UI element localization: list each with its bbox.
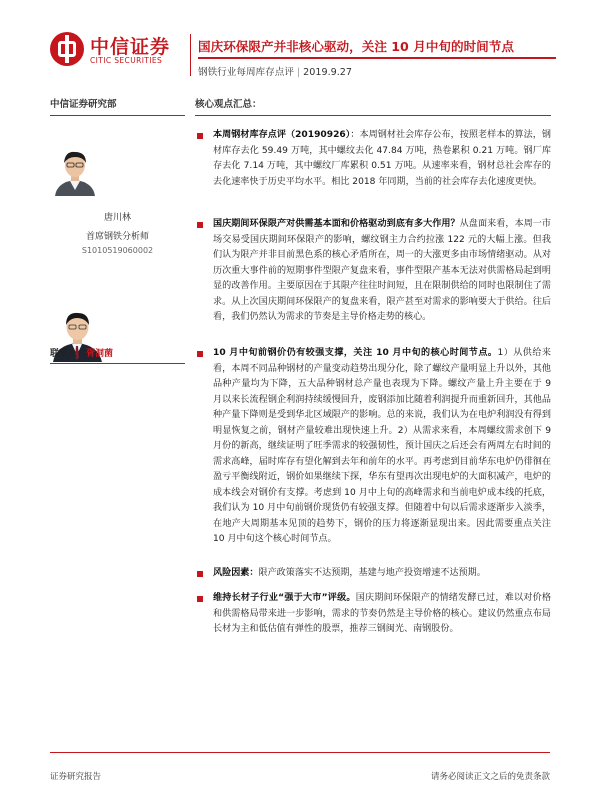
research-dept-heading: 中信证券研究部	[50, 96, 185, 116]
core-views-heading: 核心观点汇总：	[195, 96, 551, 116]
bullet-weekly-inventory	[195, 128, 551, 190]
analyst-name: 唐川林	[103, 213, 131, 223]
company-name-cn: 中信证券	[90, 36, 171, 58]
bullet-text	[213, 128, 551, 190]
bullet-text	[213, 591, 551, 638]
bullet-text	[213, 346, 551, 548]
bullet-mid-october	[195, 346, 551, 548]
header-divider	[190, 34, 191, 76]
title-underline	[198, 57, 556, 59]
analyst-title: 首席钢铁分析师	[85, 232, 149, 242]
bullet-text	[213, 566, 551, 582]
contact-name: 胥洞菌	[86, 349, 114, 359]
bullet-rating	[195, 591, 551, 638]
citic-logo-icon	[50, 32, 84, 66]
bullet-marker-icon	[197, 571, 203, 577]
report-date: 2019.9.27	[303, 67, 352, 78]
bullet-body: 国庆期间环保限产的情绪发酵已过，难以对价格和供需格局带来进一步影响，需求的节奏仍然是主导价格的核心。建议仍然重点布局长材为主和低估值有弹性的股票，推荐三钢闽光、南钢股份。	[213, 593, 551, 634]
report-header	[0, 0, 600, 88]
footer-report-type: 证券研究报告	[50, 772, 102, 782]
company-name-en: CITIC SECURITIES	[90, 56, 163, 65]
bullet-marker-icon	[197, 222, 203, 228]
analyst-cert-number: S1010519060002	[81, 246, 154, 255]
bullet-risk-factors	[195, 566, 551, 582]
left-column	[50, 96, 185, 366]
bullet-bold: 维持长材子行业“强于大市”评级。	[213, 593, 356, 603]
bullet-body: ：本周钢材社会库存公布，按照老样本的算法，钢材库存去化 59.49 万吨，其中螺纹去化 47.84 万吨，热卷累积 0.21 万吨。钢厂库存去化 7.14 万吨，其中螺纹厂库累积 0.51 万吨。从速率来看，钢材总社会库存的去化速率快于历史平均水平。相比 2018 年同期，当前的社会库存去化速度更快。	[213, 130, 551, 187]
bullet-bold: 风险因素：	[213, 568, 259, 578]
bullet-body: 限产政策落实不达预期，基建与地产投资增速不达预期。	[258, 568, 486, 578]
bullet-body: 1）从供给来看，本周不同品种钢材的产量变动趋势出现分化，除了螺纹产量明显上升以外，其他品种产量均为下降，五大品种钢材总产量也表现为下降。螺纹产量上升主要在于 9 月以来长流程钢企利润持续缓慢回升，废钢添加比随着利润提升而重新回升，其他品种产量下降则是受到华北区域限产的影响。总的来说，我们认为在电炉利润没有得到明显恢复之前，钢材产量较难出现快速上升。2）从需求来看，本周螺纹需求创下 9 月份的新高，继续证明了旺季需求的较强韧性，预计国庆之后还会有两周左右时间的需求高峰，届时库存有望化解到去年和前年的水平。再考虑到目前华东电炉仍徘徊在盈亏平衡线附近，钢价如果继续下探，华东有望再次出现电炉的大面积减产，电炉的成本线会对钢价有支撑。考虑到 10 月中上旬的高峰需求和当前电炉成本线的托底，我们认为 10 月中旬前钢价现货仍有较强支撑。但随着中旬以后需求逐渐步入淡季，在地产大周期基本见顶的趋势下，钢价的压力将逐渐显现出来。因此需要重点关注 10 月中旬这个核心时间节点。	[213, 348, 551, 544]
bullet-holiday-curbs	[195, 217, 551, 326]
bullet-bold: 国庆期间环保限产对供需基本面和价格驱动到底有多大作用？	[213, 219, 460, 229]
footer-divider	[50, 752, 550, 753]
bullet-text	[213, 217, 551, 326]
bullet-marker-icon	[197, 133, 203, 139]
report-series: 钢铁行业每周库存点评	[198, 67, 294, 78]
footer-disclaimer: 请务必阅读正文之后的免责条款	[430, 772, 550, 782]
company-logo	[50, 32, 190, 72]
bullet-bold: 本周钢材库存点评（20190926）	[213, 130, 351, 140]
bullet-marker-icon	[197, 596, 203, 602]
bullet-marker-icon	[197, 351, 203, 357]
contact-person	[50, 346, 185, 364]
main-column	[195, 96, 551, 634]
contact-label: 联系人：	[50, 349, 87, 359]
bullet-body: 从盘面来看，本周一市场交易受国庆期间环保限产的影响，螺纹钢主力合约拉涨 122 元的大幅上涨。但我们认为限产并非目前黑色系的核心矛盾所在，周一的大涨更多由市场情绪驱动。从对历次重大事件前的短期事件型限产复盘来看，事件型限产基本无法对供需格局起到明显的改善作用。主要原因在于其限产往往时间短，且在限制供给的同时也限制住了需求。从上次国庆期间环保限产的复盘来看，限产甚至对需求的影响要大于供给。往后看，我们仍然认为需求的节奏是主导价格走势的核心。	[213, 219, 551, 322]
report-title: 国庆环保限产并非核心驱动，关注 10 月中旬的时间节点	[198, 39, 514, 54]
analyst-photo	[50, 146, 100, 196]
bullet-bold: 10 月中旬前钢价仍有较强支撑，关注 10 月中旬的核心时间节点。	[213, 348, 498, 358]
report-subtitle: 钢铁行业每周库存点评 | 2019.9.27	[198, 67, 352, 78]
